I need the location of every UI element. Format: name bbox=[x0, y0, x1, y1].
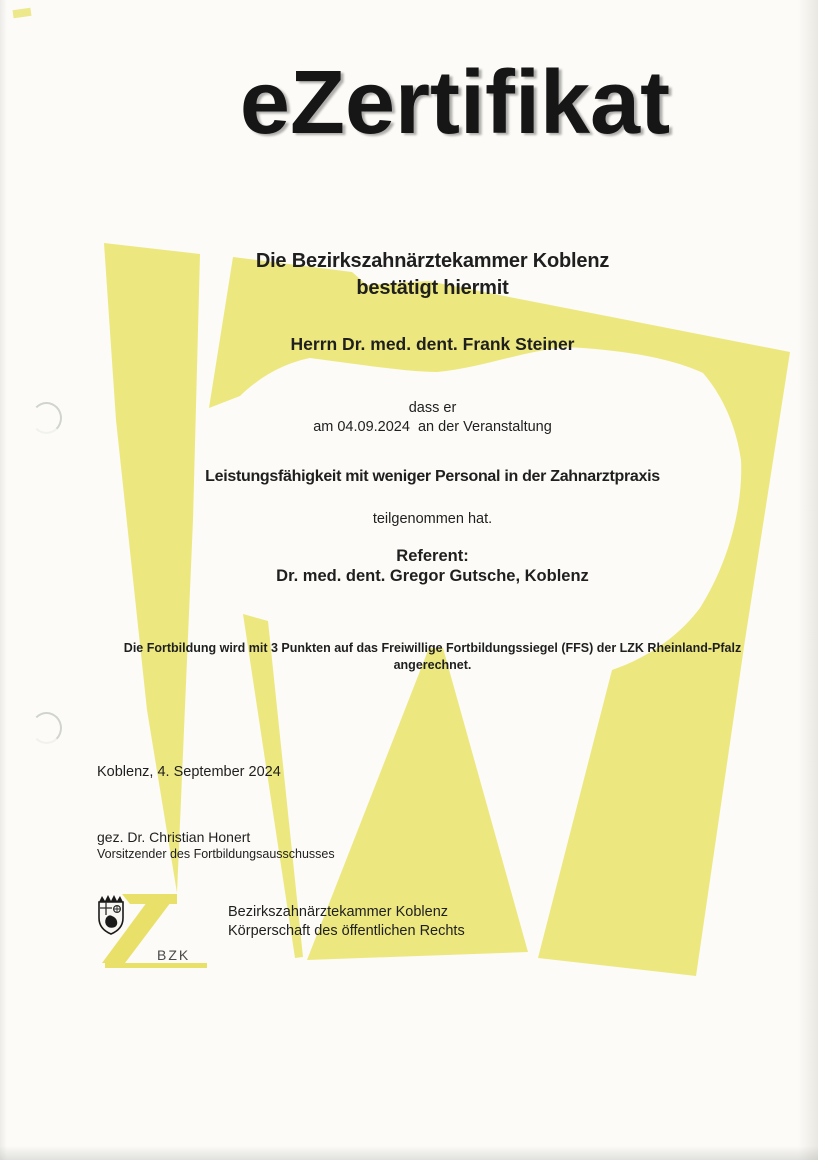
attendance-intro-line2: am 04.09.2024 an der Veranstaltung bbox=[313, 419, 552, 435]
bzk-logo bbox=[95, 891, 207, 977]
place-date: Koblenz, 4. September 2024 bbox=[97, 764, 281, 780]
logo-text: BZK bbox=[157, 947, 191, 963]
points-note-line2: angerechnet. bbox=[393, 658, 472, 672]
scan-edge-bottom bbox=[0, 1146, 818, 1160]
scan-edge-left bbox=[0, 0, 7, 1160]
punch-hole-bottom bbox=[31, 712, 62, 744]
page-title: eZertifikat bbox=[239, 53, 671, 153]
attendance-confirmation: teilgenommen hat. bbox=[372, 511, 493, 527]
scan-edge-right bbox=[798, 0, 818, 1160]
bzk-logo-graphic bbox=[95, 891, 207, 977]
org-name: Bezirkszahnärztekammer Koblenz bbox=[228, 904, 449, 920]
issuer-statement-line1: Die Bezirkszahnärztekammer Koblenz bbox=[255, 250, 610, 272]
points-note-line1: Die Fortbildung wird mit 3 Punkten auf das Freiwillige Fortbildungssiegel (FFS) der LZK Rheinland-Pfalz bbox=[123, 641, 742, 655]
referent-label: Referent: bbox=[396, 547, 469, 565]
logo-bottom-bar bbox=[105, 963, 207, 968]
signature-title: Vorsitzender des Fortbildungsausschusses bbox=[97, 847, 335, 861]
referent-name: Dr. med. dent. Gregor Gutsche, Koblenz bbox=[276, 567, 589, 585]
org-type: Körperschaft des öffentlichen Rechts bbox=[228, 923, 465, 939]
punch-hole-top bbox=[31, 402, 62, 434]
signature-name: gez. Dr. Christian Honert bbox=[97, 829, 251, 845]
issuer-statement-line2: bestätigt hiermit bbox=[356, 277, 509, 299]
attendance-intro-line1: dass er bbox=[408, 400, 457, 416]
course-title: Leistungsfähigkeit mit weniger Personal in der Zahnarztpraxis bbox=[205, 468, 660, 485]
coat-of-arms-icon bbox=[99, 895, 123, 934]
recipient-name: Herrn Dr. med. dent. Frank Steiner bbox=[290, 334, 575, 354]
